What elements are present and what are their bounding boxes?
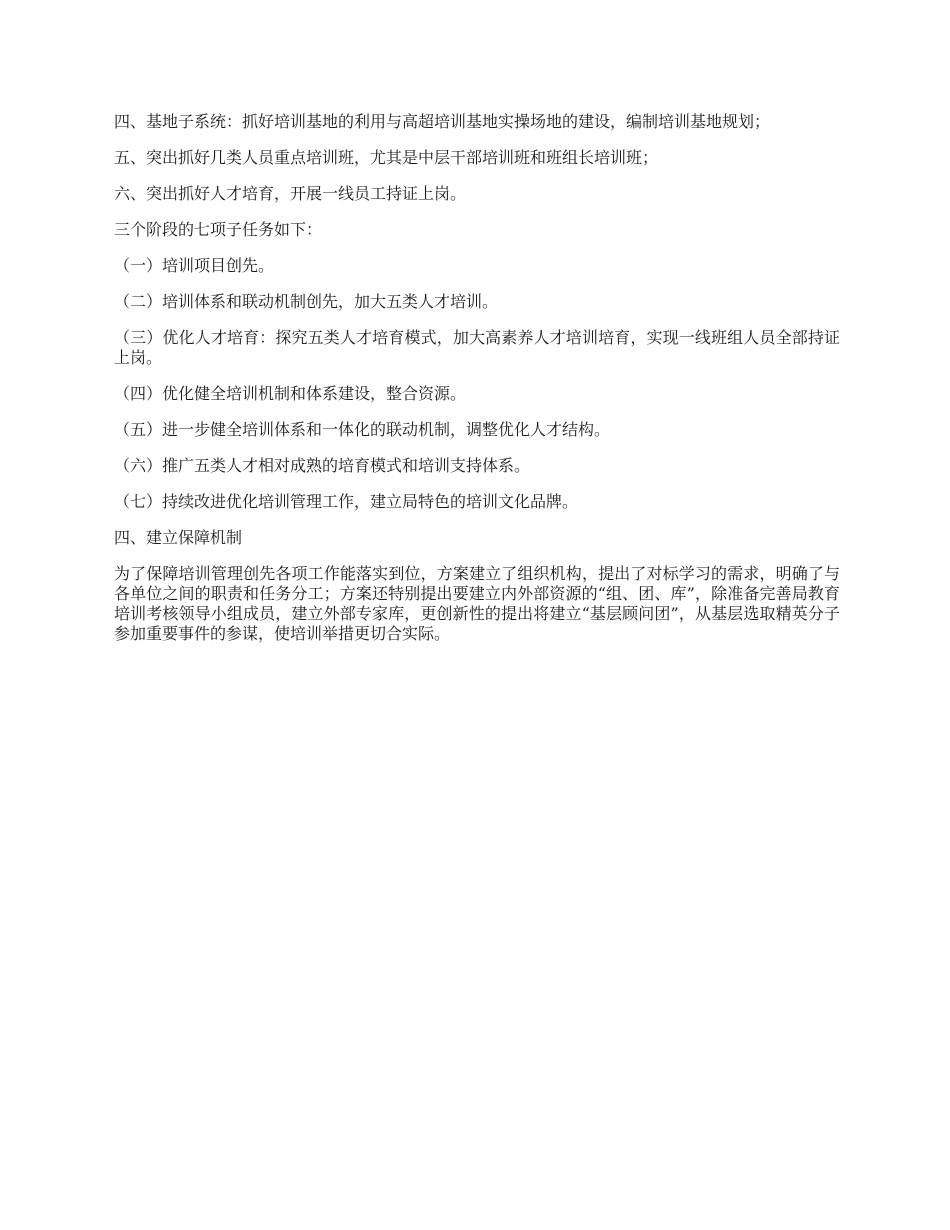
paragraph-subtask-4: （四）优化健全培训机制和体系建设，整合资源。 [114, 384, 467, 403]
paragraph-subtasks-intro: 三个阶段的七项子任务如下： [114, 220, 323, 239]
paragraph-base-subsystem: 四、基地子系统：抓好培训基地的利用与高超培训基地实操场地的建设，编制培训基地规划； [114, 112, 771, 131]
paragraph-subtask-2: （二）培训体系和联动机制创先，加大五类人才培训。 [114, 292, 499, 311]
section-heading-guarantee-mechanism: 四、建立保障机制 [114, 528, 243, 547]
paragraph-talent-cultivation: 六、突出抓好人才培育，开展一线员工持证上岗。 [114, 184, 467, 203]
paragraph-subtask-1: （一）培训项目创先。 [114, 256, 275, 275]
paragraph-subtask-5: （五）进一步健全培训体系和一体化的联动机制，调整优化人才结构。 [114, 420, 611, 439]
paragraph-subtask-3: （三）优化人才培育：探究五类人才培育模式，加大高素养人才培训培育，实现一线班组人员全部持证上岗。 [114, 328, 840, 367]
paragraph-subtask-6: （六）推广五类人才相对成熟的培育模式和培训支持体系。 [114, 456, 531, 475]
document-body [114, 112, 840, 660]
paragraph-guarantee-details: 为了保障培训管理创先各项工作能落实到位，方案建立了组织机构，提出了对标学习的需求，明确了与各单位之间的职责和任务分工；方案还特别提出要建立内外部资源的“组、团、库”，除准备完善局教育培训考核领导小组成员，建立外部专家库，更创新性的提出将建立“基层顾问团”，从基层选取精英分子参加重要事件的参谋，使培训举措更切合实际。 [114, 564, 840, 643]
paragraph-subtask-7: （七）持续改进优化培训管理工作，建立局特色的培训文化品牌。 [114, 492, 579, 511]
paragraph-key-training-classes: 五、突出抓好几类人员重点培训班，尤其是中层干部培训班和班组长培训班； [114, 148, 659, 167]
